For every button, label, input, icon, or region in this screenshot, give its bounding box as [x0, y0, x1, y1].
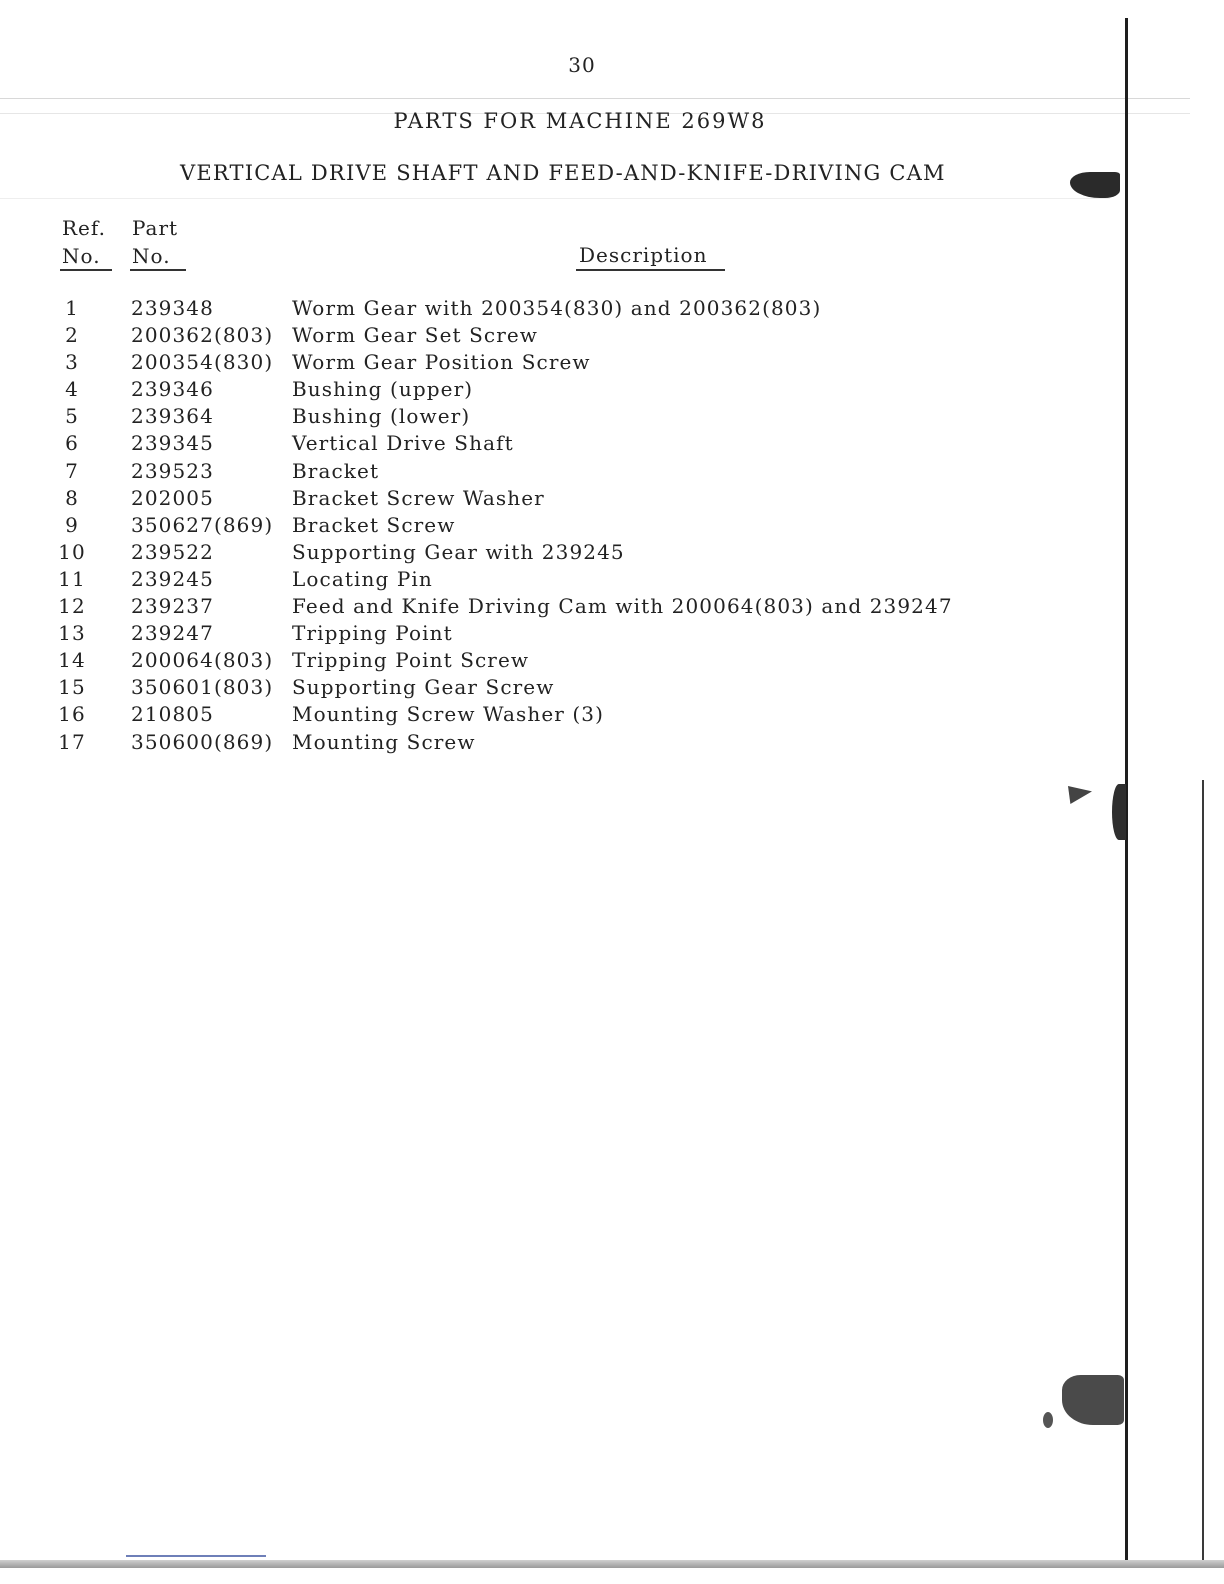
table-row	[0, 567, 1100, 594]
description-header-underline	[576, 269, 725, 271]
binding-hole-mark	[1062, 1375, 1124, 1425]
binding-hole-mark	[1112, 784, 1126, 840]
part-description: Mounting Screw	[292, 729, 476, 754]
part-header-underline	[130, 269, 186, 271]
part-description: Worm Gear Set Screw	[292, 323, 539, 348]
part-number: 202005	[131, 485, 214, 510]
part-number: 200362(803)	[131, 323, 274, 348]
binding-tab-mark	[1068, 786, 1092, 804]
subtitle-rule	[0, 198, 1110, 199]
part-number: 350600(869)	[131, 729, 274, 754]
table-row	[0, 323, 1100, 350]
part-description: Bracket Screw	[292, 512, 456, 537]
ref-number: 1	[65, 296, 79, 320]
ref-number: 16	[58, 702, 86, 727]
ref-number: 10	[58, 539, 86, 564]
ref-number: 4	[65, 377, 79, 402]
ref-header-underline	[60, 269, 112, 271]
scan-bottom-mark	[126, 1555, 266, 1557]
ref-number: 8	[65, 485, 79, 510]
part-description: Bushing (upper)	[292, 377, 474, 402]
part-description: Locating Pin	[292, 566, 433, 591]
ref-number: 7	[65, 458, 79, 483]
table-row	[0, 296, 1100, 323]
part-number: 200354(830)	[131, 350, 274, 375]
ref-number: 5	[65, 404, 79, 429]
part-description: Worm Gear Position Screw	[292, 350, 591, 375]
table-row	[0, 594, 1100, 621]
table-row	[0, 702, 1100, 729]
ref-number: 13	[58, 621, 86, 646]
part-description: Mounting Screw Washer (3)	[292, 702, 605, 727]
table-row	[0, 513, 1100, 540]
part-number: 350627(869)	[131, 512, 274, 537]
part-description: Supporting Gear with 239245	[292, 539, 625, 564]
ref-number: 14	[58, 648, 86, 673]
ref-number: 2	[65, 323, 79, 348]
page-number: 30	[568, 53, 596, 77]
table-row	[0, 730, 1100, 757]
part-number: 239345	[131, 431, 214, 456]
ref-number: 6	[65, 431, 79, 456]
part-description: Bushing (lower)	[292, 404, 471, 429]
ref-number: 17	[58, 729, 86, 754]
part-description: Supporting Gear Screw	[292, 675, 555, 700]
description-header: Description	[579, 243, 708, 267]
table-row	[0, 404, 1100, 431]
binding-speck-mark	[1043, 1412, 1053, 1428]
part-description: Feed and Knife Driving Cam with 200064(803) and 239247	[292, 594, 953, 619]
part-number: 239523	[131, 458, 214, 483]
table-row	[0, 648, 1100, 675]
part-header-line1: Part	[132, 216, 179, 240]
table-row	[0, 377, 1100, 404]
section-subtitle: VERTICAL DRIVE SHAFT AND FEED-AND-KNIFE-DRIVING CAM	[180, 161, 946, 185]
part-number: 239364	[131, 404, 214, 429]
ref-header-line2: No.	[62, 244, 101, 268]
table-row	[0, 431, 1100, 458]
ref-number: 3	[65, 350, 79, 375]
part-description: Bracket Screw Washer	[292, 485, 545, 510]
part-header-line2: No.	[132, 244, 171, 268]
ref-number: 12	[58, 594, 86, 619]
part-number: 210805	[131, 702, 214, 727]
scan-bottom-edge	[0, 1560, 1224, 1568]
table-row	[0, 350, 1100, 377]
ref-number: 15	[58, 675, 86, 700]
table-row	[0, 675, 1100, 702]
scan-outer-edge	[1202, 780, 1204, 1560]
table-row	[0, 621, 1100, 648]
page-title: PARTS FOR MACHINE 269W8	[393, 109, 767, 133]
part-number: 239522	[131, 539, 214, 564]
part-number: 239247	[131, 621, 214, 646]
parts-list	[0, 296, 1100, 757]
part-number: 239346	[131, 377, 214, 402]
part-number: 350601(803)	[131, 675, 274, 700]
table-row	[0, 459, 1100, 486]
part-description: Tripping Point	[292, 621, 453, 646]
table-row	[0, 486, 1100, 513]
top-rule	[0, 98, 1190, 99]
part-description: Vertical Drive Shaft	[292, 431, 514, 456]
ref-number: 9	[65, 512, 79, 537]
part-number: 239348	[131, 296, 214, 320]
part-description: Tripping Point Screw	[292, 648, 530, 673]
part-number: 239237	[131, 594, 214, 619]
part-description: Worm Gear with 200354(830) and 200362(803)	[292, 296, 822, 320]
part-number: 200064(803)	[131, 648, 274, 673]
ref-header-line1: Ref.	[62, 216, 106, 240]
ref-number: 11	[58, 566, 86, 591]
table-row	[0, 540, 1100, 567]
part-description: Bracket	[292, 458, 380, 483]
binding-hole-mark	[1070, 172, 1120, 198]
part-number: 239245	[131, 566, 214, 591]
